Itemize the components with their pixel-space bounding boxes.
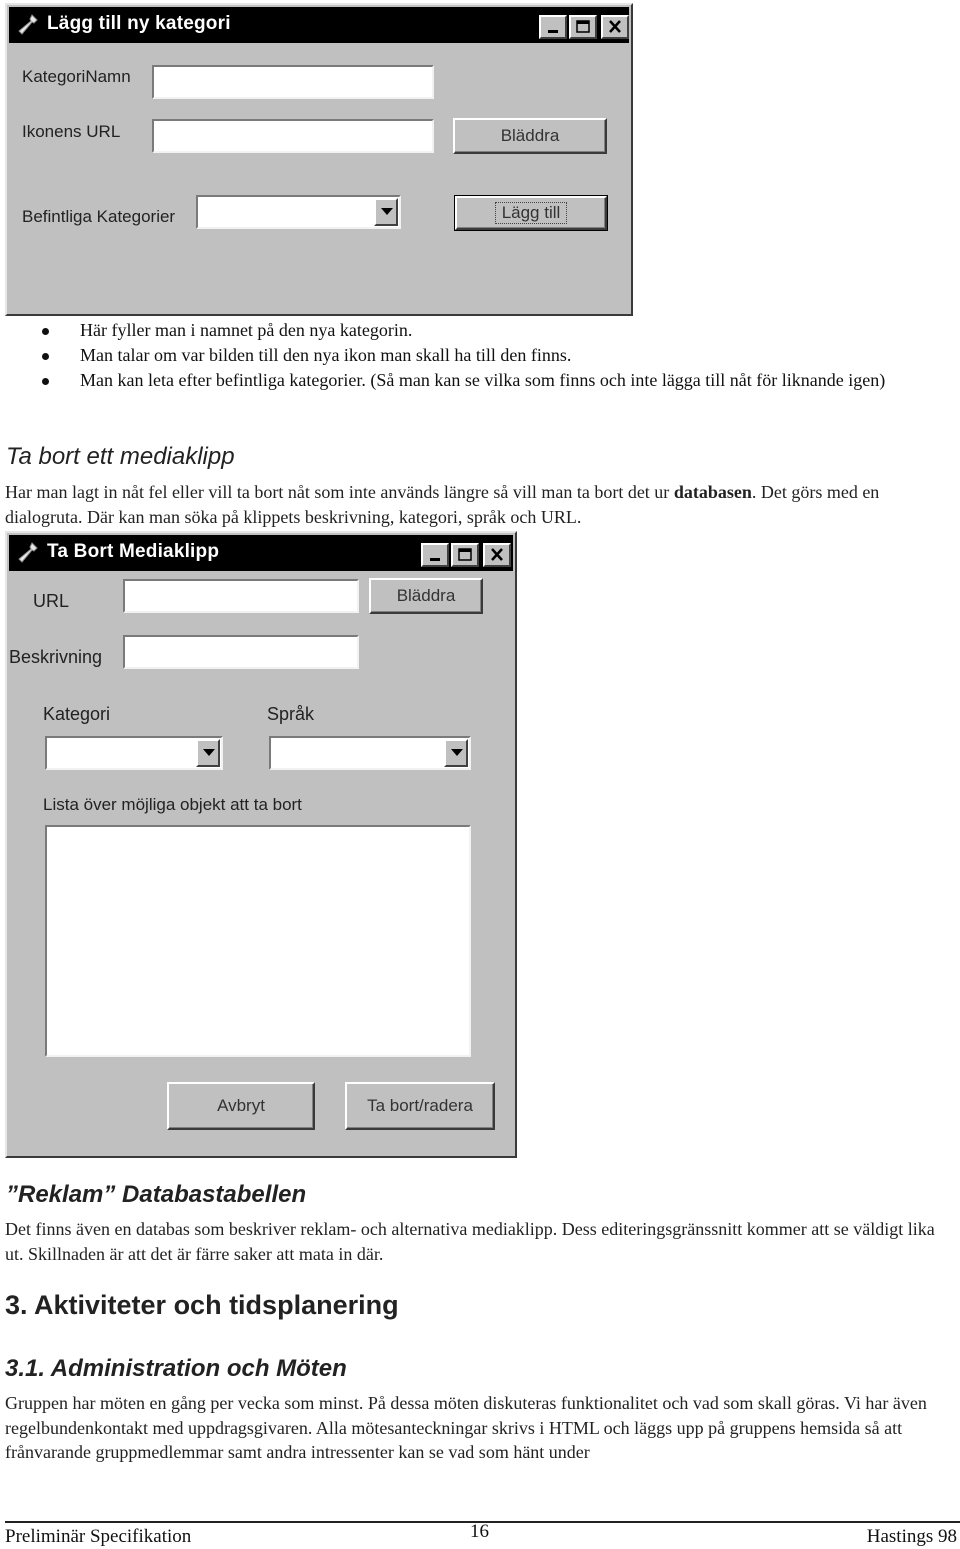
add-category-title: Lägg till ny kategori <box>47 13 231 34</box>
existing-categories-select[interactable] <box>196 195 401 229</box>
category-label: Kategori <box>43 704 111 724</box>
delete-button[interactable] <box>345 1082 495 1130</box>
description-input[interactable] <box>123 635 359 669</box>
close-button[interactable] <box>601 15 629 39</box>
delete-button-label: Ta bort/radera <box>367 1096 473 1115</box>
ads-table-heading: ”Reklam” Databastabellen <box>6 1181 307 1208</box>
remove-clip-heading: Ta bort ett mediaklipp <box>6 443 235 470</box>
candidates-list-label: Lista över möjliga objekt att ta bort <box>43 795 302 814</box>
language-label: Språk <box>267 704 315 724</box>
icon-url-label: Ikonens URL <box>22 122 121 141</box>
wrench-icon <box>17 541 39 565</box>
section-3-heading: 3. Aktiviteter och tidsplanering <box>5 1290 399 1320</box>
ads-table-paragraph: Det finns även en databas som beskriver reklam- och alternativa mediaklipp. Dess editeringsgränssnitt kommer att se väldigt lika ut. Skillnaden är att det är färre saker att mata in där. <box>5 1219 935 1264</box>
close-icon <box>606 19 624 35</box>
maximize-icon <box>456 547 474 563</box>
bullet-icon <box>42 378 49 385</box>
candidates-list[interactable] <box>45 825 471 1057</box>
maximize-icon <box>574 19 592 35</box>
bullet-icon <box>42 328 49 335</box>
add-button[interactable] <box>455 196 607 230</box>
list-item: Man kan leta efter befintliga kategorier. (Så man kan se vilka som finns och inte lägga till nåt för liknande igen) <box>0 368 900 393</box>
language-select[interactable] <box>269 736 471 770</box>
bullet-list <box>0 318 960 393</box>
dropdown-arrow-icon <box>451 749 463 757</box>
description-label: Beskrivning <box>9 647 103 667</box>
maximize-button[interactable] <box>451 543 479 567</box>
maximize-button[interactable] <box>569 15 597 39</box>
url-label: URL <box>33 591 70 611</box>
add-category-dialog <box>5 3 633 316</box>
dropdown-arrow-icon <box>203 749 215 757</box>
minimize-icon <box>544 19 562 35</box>
add-category-titlebar[interactable] <box>9 7 629 43</box>
existing-categories-label: Befintliga Kategorier <box>22 207 176 226</box>
browse-button-label: Bläddra <box>500 126 560 145</box>
browse-button[interactable] <box>453 118 607 154</box>
category-name-label: KategoriNamn <box>22 67 131 86</box>
minimize-button[interactable] <box>421 543 449 567</box>
footer-author: Hastings 98 <box>866 1526 957 1547</box>
language-dropdown-button[interactable] <box>444 739 468 767</box>
cancel-button-label: Avbryt <box>217 1096 265 1115</box>
bullet-icon <box>42 353 49 360</box>
remove-clip-paragraph: Har man lagt in nåt fel eller vill ta bort nåt som inte används längre så vill man ta bort det ur databasen. Det görs med en dialogruta. Där kan man söka på klippets beskrivning, kategori, språk och URL. <box>5 482 880 527</box>
footer-document-title: Preliminär Specifikation <box>5 1526 192 1547</box>
browse-button-label: Bläddra <box>396 586 456 605</box>
close-button[interactable] <box>483 543 511 567</box>
remove-clip-titlebar[interactable] <box>9 535 513 571</box>
category-select[interactable] <box>45 736 223 770</box>
add-button-label: Lägg till <box>495 202 568 224</box>
footer-page-number: 16 <box>470 1521 489 1542</box>
close-icon <box>488 547 506 563</box>
browse-button[interactable] <box>369 578 483 614</box>
icon-url-input[interactable] <box>152 119 434 153</box>
database-term: databasen <box>673 482 752 502</box>
section-3-1-paragraph: Gruppen har möten en gång per vecka som minst. På dessa möten diskuteras funktionalitet och vad som skall göras. Vi har även regelbundenkontakt med uppdragsgivaren. Alla mötesanteckningar skrivs i HTML och läggs upp på gruppens hemsida så att frånvarande gruppmedlemmar samt andra intressenter kan se vad som hänt under <box>5 1393 927 1462</box>
cancel-button[interactable] <box>167 1082 315 1130</box>
section-3-1-heading: 3.1. Administration och Möten <box>5 1355 347 1382</box>
existing-categories-dropdown-button[interactable] <box>374 198 398 226</box>
url-input[interactable] <box>123 579 359 613</box>
list-item: Här fyller man i namnet på den nya kategorin. <box>0 318 900 343</box>
category-dropdown-button[interactable] <box>196 739 220 767</box>
category-name-input[interactable] <box>152 65 434 99</box>
remove-clip-title: Ta Bort Mediaklipp <box>47 541 220 562</box>
remove-clip-dialog <box>5 531 517 1158</box>
list-item: Man talar om var bilden till den nya ikon man skall ha till den finns. <box>0 343 900 368</box>
dropdown-arrow-icon <box>381 208 393 216</box>
minimize-icon <box>426 547 444 563</box>
wrench-icon <box>17 13 39 37</box>
minimize-button[interactable] <box>539 15 567 39</box>
